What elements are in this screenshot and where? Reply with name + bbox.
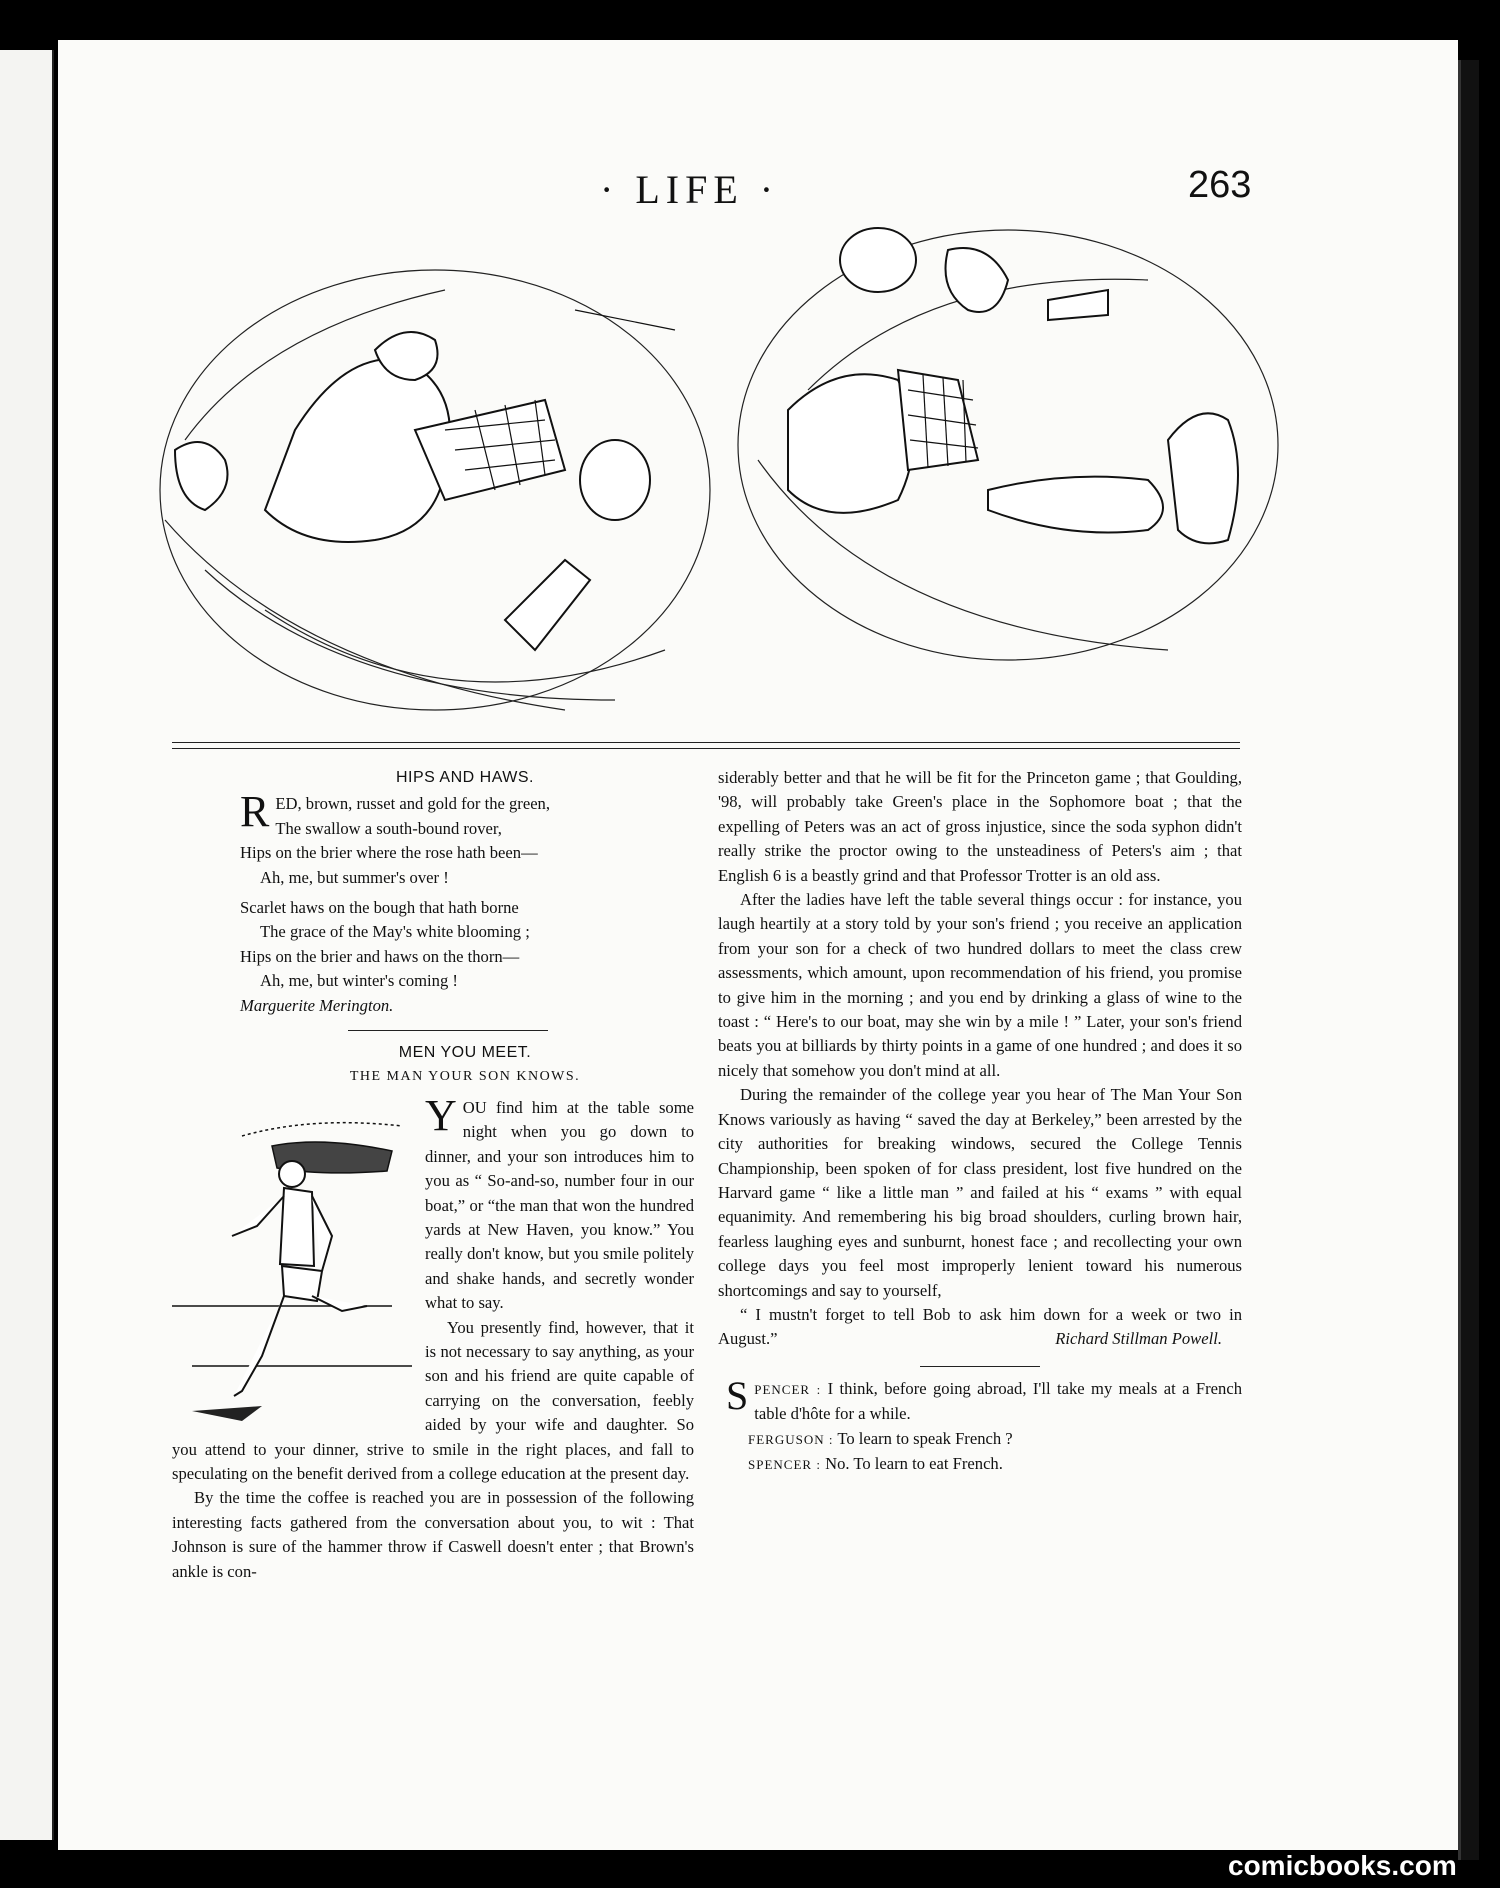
poem-line-5: Scarlet haws on the bough that hath borne bbox=[240, 898, 519, 918]
article-paragraph-4: After the ladies have left the table several things occur : for instance, you laugh heartily at a story told by your son's friend ; you receive an application from your son for a check of two hundred dollars to meet the class crew assessments, which amount, upon recommendation of his friend, you promise to give him in the morning ; and you end by drinking a glass of wine to the toast : “ Here's to our boat, may she win by a mile ! ” Later, your son's friend beats you at billiards by thirty points in a game of one hundred ; and does it so nicely that somehow you don't mind at all. bbox=[718, 890, 1242, 1080]
poem-title: HIPS AND HAWS. bbox=[396, 769, 534, 786]
site-watermark: comicbooks.com bbox=[1228, 1850, 1457, 1881]
article-paragraph-2: You presently find, however, that it is not necessary to say anything, as your son and his friend are quite capable of carrying on the conversation, feebly aided by your wife and daughter. So you attend to your dinner, strive to smile in the right places, and fall to speculating on the benefit derived from a college education at the present day. bbox=[172, 1317, 694, 1483]
dialogue-speaker-1: PENCER : bbox=[754, 1381, 822, 1397]
poem-line-6: The grace of the May's white blooming ; bbox=[260, 922, 530, 942]
dialogue-line-1 bbox=[726, 1372, 1242, 1427]
dialogue-divider bbox=[920, 1366, 1040, 1367]
dropcap-s: S bbox=[726, 1372, 749, 1418]
poem-line-8: Ah, me, but winter's coming ! bbox=[260, 971, 458, 991]
article-subtitle: THE MAN YOUR SON KNOWS. bbox=[349, 1069, 581, 1085]
poem-author: Marguerite Merington. bbox=[240, 995, 394, 1015]
left-page-edge bbox=[0, 50, 54, 1840]
section-divider-top-2 bbox=[172, 748, 1240, 749]
article-paragraph-1-text: OU find him at the table some night when you go down to dinner, and your son introduces him to you as “ So-and-so, number four in our boat,” or “the man that won the hundred yards at New Haven, you know.” You really don't know, but you smile politely and shake hands, and secretly wonder what to say. bbox=[425, 1097, 694, 1313]
cartoon-right-illustration bbox=[728, 210, 1288, 680]
right-column bbox=[718, 766, 1242, 1477]
poem-line-4: Ah, me, but summer's over ! bbox=[260, 867, 449, 887]
poem-line-1: ED, brown, russet and gold for the green, bbox=[275, 794, 551, 814]
magazine-title: · LIFE · bbox=[600, 167, 780, 212]
article-title: MEN YOU MEET. bbox=[398, 1044, 532, 1062]
poem-line-3: Hips on the brier where the rose hath been— bbox=[240, 843, 538, 863]
poem bbox=[240, 787, 694, 1018]
dialogue-line-3 bbox=[748, 1452, 1242, 1477]
runner-illustration bbox=[172, 1096, 417, 1436]
left-column bbox=[172, 766, 694, 1584]
dialogue-text-3: No. To learn to eat French. bbox=[825, 1453, 1003, 1473]
cartoon-left-illustration bbox=[145, 230, 720, 740]
poem-line-7: Hips on the brier and haws on the thorn— bbox=[240, 946, 520, 966]
article-paragraph-3: By the time the coffee is reached you are in possession of the following interesting facts gathered from the conversation about you, to wit : That Johnson is sure of the hammer throw if Caswell doesn't enter ; that Brown's ankle is con- bbox=[172, 1488, 694, 1581]
article-paragraph-3-continued: siderably better and that he will be fit for the Princeton game ; that Goulding, '98, will probably take Green's place in the Sophomore boat ; that the expelling of Peters was an act of gross injustice, since the soda syphon didn't really strike the proctor owing to the unsteadiness of Peters's aim ; that English 6 is a beastly grind and that Professor Trotter is an old ass. bbox=[718, 768, 1242, 885]
dropcap-r: R bbox=[240, 787, 270, 837]
dropcap-y: Y bbox=[425, 1090, 457, 1140]
poem-line-2: The swallow a south-bound rover, bbox=[275, 818, 502, 838]
article-author: Richard Stillman Powell. bbox=[1055, 1329, 1222, 1349]
dialogue-text-2: To learn to speak French ? bbox=[837, 1428, 1013, 1448]
article-paragraph-6 bbox=[718, 1303, 1242, 1352]
article-paragraph-5: During the remainder of the college year you hear of The Man Your Son Knows variously as having “ saved the day at Berkeley,” been arrested by the city authorities for breaking windows, secured the College Tennis Championship, been spoken of for class president, lost five hundred on the Harvard game “ like a little man ” and failed at his “ exams ” with equal equanimity. And remembering his big broad shoulders, curling brown hair, fearless laughing eyes and sunburnt, honest face ; and recollecting your own college days you feel most improperly lenient toward his numerous shortcomings and say to yourself, bbox=[718, 1085, 1242, 1300]
book-spine-edge bbox=[1458, 60, 1479, 1860]
dialogue-speaker-2: FERGUSON : bbox=[748, 1431, 834, 1447]
page-number: 263 bbox=[1188, 164, 1252, 206]
section-divider-top bbox=[172, 742, 1240, 743]
dialogue-text-1: I think, before going abroad, I'll take my meals at a French table d'hôte for a while. bbox=[754, 1378, 1242, 1424]
dialogue-speaker-3: SPENCER : bbox=[748, 1456, 821, 1472]
article-closing-line: “ I mustn't forget to tell Bob to ask him down for a week or two in August.” bbox=[718, 1304, 1242, 1349]
poem-divider bbox=[348, 1030, 548, 1031]
dialogue-line-2 bbox=[748, 1427, 1242, 1452]
